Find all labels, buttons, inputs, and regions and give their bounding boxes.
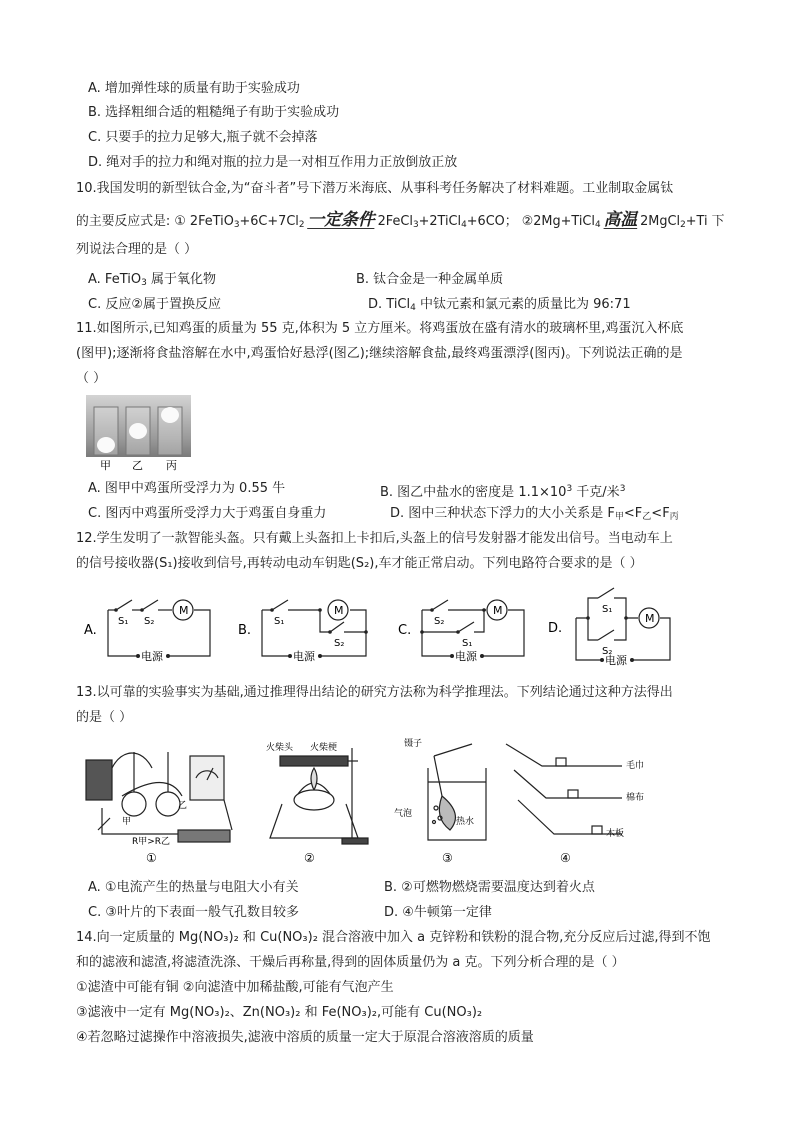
bubble-label: 气泡	[394, 809, 413, 819]
figure-4-number: ④	[560, 851, 571, 865]
q13-stem-line2: 的是（ ）	[76, 710, 133, 725]
match-stick-label: 火柴梗	[310, 743, 338, 753]
q9-option-c: C. 只要手的拉力足够大,瓶子就不会掉落	[88, 130, 318, 145]
surface-towel: 毛巾	[626, 761, 645, 771]
q13-stem-line1: 13.以可靠的实验事实为基础,通过推理得出结论的研究方法称为科学推理法。下列结论通过这种方法得出	[76, 685, 673, 700]
ramp-towel	[506, 744, 622, 766]
figure-2-combustion	[262, 738, 372, 866]
rheostat-icon	[178, 830, 230, 842]
circuit-c-s2: S₂	[434, 616, 445, 627]
label-bing: 丙	[166, 459, 177, 472]
circuit-a-letter: A.	[84, 623, 97, 638]
resistance-relation: R甲>R乙	[132, 837, 171, 847]
figure-3-number: ③	[442, 851, 453, 865]
circuit-d	[548, 584, 688, 674]
q12-stem-line2: 的信号接收器(S₁)接收到信号,再转动电动车钥匙(S₂),车才能正常启动。下列电路符合要求的是（ ）	[76, 556, 643, 571]
q10-option-c: C. 反应②属于置换反应	[88, 297, 221, 312]
reaction-condition-2: 高温	[603, 210, 638, 230]
circuit-b-s1: S₁	[274, 616, 285, 627]
egg-sunk	[97, 437, 115, 453]
circuit-b-power: 电源	[293, 650, 315, 663]
svg-text:M: M	[179, 604, 189, 617]
ammeter-icon	[190, 756, 224, 800]
q10-option-b: B. 钛合金是一种金属单质	[356, 272, 504, 287]
svg-text:乙: 乙	[178, 801, 188, 811]
figure-3-leaf-experiment	[394, 738, 504, 866]
q9-option-b: B. 选择粗细合适的粗糙绳子有助于实验成功	[88, 105, 340, 120]
circuit-c-s1: S₁	[462, 638, 473, 649]
circuit-c-power: 电源	[455, 650, 477, 663]
egg-floating	[161, 407, 179, 423]
q14-statement-4: ④若忽略过滤操作中溶液损失,滤液中溶质的质量一定大于原混合溶液溶质的质量	[76, 1030, 534, 1045]
circuit-a	[84, 592, 224, 672]
circuit-d-letter: D.	[548, 621, 563, 636]
q11-option-c: C. 图丙中鸡蛋所受浮力大于鸡蛋自身重力	[88, 506, 327, 521]
q12-stem-line1: 12.学生发明了一款智能头盔。只有戴上头盔扣上卡扣后,头盔上的信号发射器才能发出信号。当电动车上	[76, 531, 673, 546]
circuit-b	[238, 592, 378, 672]
q10-stem-line1: 10.我国发明的新型钛合金,为“奋斗者”号下潜万米海底、从事科考任务解决了材料难题。工业制取金属钛	[76, 181, 674, 196]
q11-stem-line3: （ ）	[76, 371, 107, 386]
q14-stem-line2: 和的滤液和滤渣,将滤渣洗涤、干燥后再称量,得到的固体质量仍为 a 克。下列分析合理的是（ ）	[76, 955, 625, 970]
match-head-label: 火柴头	[266, 743, 294, 753]
svg-text:M: M	[645, 612, 655, 625]
svg-text:甲: 甲	[122, 817, 132, 827]
hot-water-label: 热水	[456, 817, 475, 827]
label-yi: 乙	[132, 459, 143, 472]
tweezers-icon	[434, 744, 472, 756]
circuit-d-power: 电源	[605, 654, 627, 667]
q13-option-c: C. ③叶片的下表面一般气孔数目较多	[88, 905, 299, 920]
cart-icon	[556, 758, 566, 766]
q11-stem-line1: 11.如图所示,已知鸡蛋的质量为 55 克,体积为 5 立方厘米。将鸡蛋放在盛有清水的玻璃杯里,鸡蛋沉入杯底	[76, 321, 684, 336]
q14-statement-3: ③滤液中一定有 Mg(NO₃)₂、Zn(NO₃)₂ 和 Fe(NO₃)₂,可能有 Cu(NO₃)₂	[76, 1005, 483, 1020]
circuit-c	[398, 592, 538, 672]
figure-1-heat-experiment	[82, 738, 242, 866]
circuit-c-letter: C.	[398, 623, 412, 638]
metal-plate-icon	[280, 756, 348, 766]
q9-option-d: D. 绳对手的拉力和绳对瓶的拉力是一对相互作用力正放倒放正放	[88, 155, 458, 170]
q11-option-d: D. 图中三种状态下浮力的大小关系是 $F_甲<F_乙<F_丙$	[390, 506, 679, 522]
q10-stem-line3: 列说法合理的是（ ）	[76, 242, 198, 257]
surface-wood: 木板	[606, 829, 625, 839]
circuit-b-s2: S₂	[334, 638, 345, 649]
egg-glasses-illustration	[86, 395, 191, 475]
alcohol-lamp-icon	[294, 790, 334, 810]
figure-1-number: ①	[146, 851, 157, 865]
egg-suspended	[129, 423, 147, 439]
q10-option-d: D. TiCl$_4$ 中钛元素和氯元素的质量比为 96:71	[368, 297, 631, 313]
circuit-a-s1: S₁	[118, 616, 129, 627]
q11-option-b: B. 图乙中盐水的密度是 $1.1\times 10^3$ 千克/米$^3$	[380, 484, 626, 500]
flame-icon	[311, 768, 317, 790]
q10-option-a: A. FeTiO$_3$ 属于氧化物	[88, 272, 216, 288]
q14-stem-line1: 14.向一定质量的 Mg(NO₃)₂ 和 Cu(NO₃)₂ 混合溶液中加入 a 克锌粉和铁粉的混合物,充分反应后过滤,得到不饱	[76, 930, 711, 945]
circuit-d-s1: S₁	[602, 604, 613, 615]
circuit-a-s2: S₂	[144, 616, 155, 627]
circuit-d-s2: S₂	[602, 646, 613, 657]
q14-statement-1-2: ①滤渣中可能有铜 ②向滤渣中加稀盐酸,可能有气泡产生	[76, 980, 394, 995]
surface-cotton: 棉布	[626, 793, 645, 803]
circuit-b-letter: B.	[238, 623, 252, 638]
label-jia: 甲	[100, 459, 111, 472]
flask-jia-icon	[122, 792, 146, 816]
circuit-a-power: 电源	[141, 650, 163, 663]
flask-yi-icon	[156, 792, 180, 816]
q13-option-b: B. ②可燃物燃烧需要温度达到着火点	[384, 880, 595, 895]
svg-text:M: M	[334, 604, 344, 617]
q13-option-d: D. ④牛顿第一定律	[384, 905, 492, 920]
battery-icon	[86, 760, 112, 800]
figure-4-inclined-planes	[502, 738, 662, 866]
leaf-icon	[439, 796, 455, 830]
q11-stem-line2: (图甲);逐渐将食盐溶解在水中,鸡蛋恰好悬浮(图乙);继续溶解食盐,最终鸡蛋漂浮(图丙)。下列说法正确的是	[76, 346, 683, 361]
q11-option-a: A. 图甲中鸡蛋所受浮力为 0.55 牛	[88, 481, 286, 496]
svg-text:M: M	[493, 604, 503, 617]
q9-option-a: A. 增加弹性球的质量有助于实验成功	[88, 81, 300, 96]
figure-2-number: ②	[304, 851, 315, 865]
tweezers-label: 镊子	[404, 739, 423, 749]
reaction-condition-1: 一定条件	[307, 210, 375, 230]
q13-option-a: A. ①电流产生的热量与电阻大小有关	[88, 880, 299, 895]
q10-equation-line: 的主要反应式是: ① $2FeTiO_3+6C+7Cl_2$ 一定条件 2FeCl$_3$+2TiCl$_4$+6CO； ②2Mg+TiCl$_4$ 高温 2MgCl$_2$+Ti 下	[76, 210, 725, 230]
